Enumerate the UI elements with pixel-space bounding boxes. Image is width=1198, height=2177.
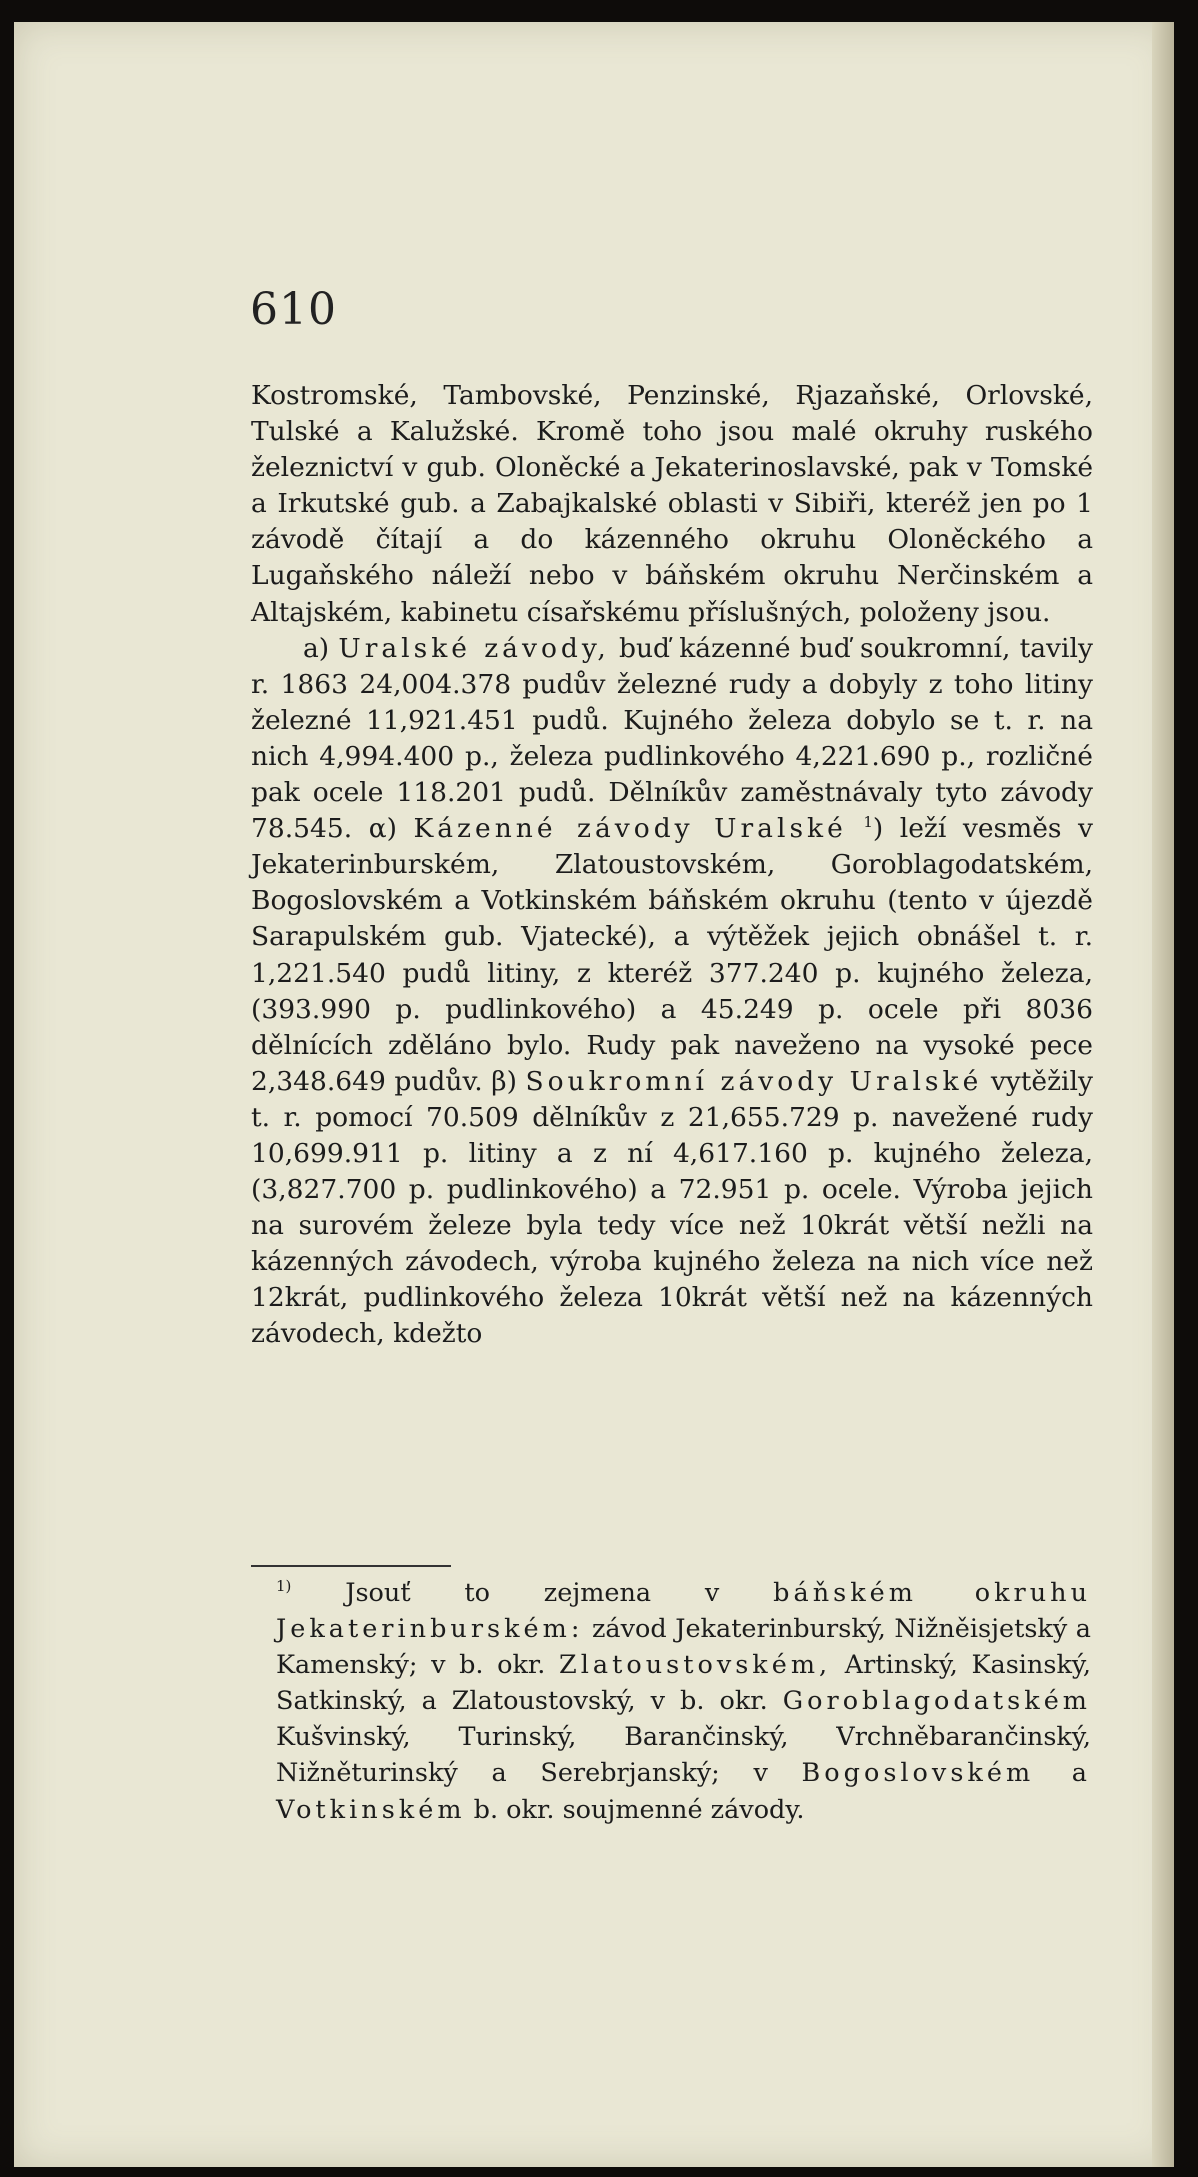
ural-paragraph: a) Uralské závody, buď kázenné buď soukromní, tavily r. 1863 24,004.378 pudův železné rudy a dobyly z toho litiny železné 11,921.451 pudů. Kujného železa dobylo se t. r. na nich 4,994.400 p., železa pudlinkového 4,221.690 p., rozličné pak ocele 118.201 pudů. Dělníkův zaměstnávaly tyto závody 78.545. α) Kázenné závody Uralské $^1$) leží vesměs v Jekaterinburském, Zlatoustovském, Goroblagodatském, Bogoslovském a Votkinském báňském okruhu (tento v újezdě Sarapulském gub. Vjatecké), a výtěžek jejich obnášel t. r. 1,221.540 pudů litiny, z kteréž 377.240 p. kujného železa, (393.990 p. pudlinkového) a 45.249 p. ocele při 8036 dělnících zděláno bylo. Rudy pak naveženo na vysoké pece 2,348.649 pudův. β) Soukromní závody Uralské vytěžily t. r. pomocí 70.509 dělníkův z 21,655.729 p. navežené rudy 10,699.911 p. litiny a z ní 4,617.160 p. kujného železa, (3,827.700 p. pudlinkového) a 72.951 p. ocele. Výroba jejich na surovém železe byla tedy více než 10krát větší nežli na kázenných závodech, výroba kujného železa na nich více než 12krát, pudlinkového železa 10krát větší než na kázenných závodech, kdežto xyxy=(251,632,1093,1350)
footnote-part-2: závod Jekaterinburský, Nižněisjetský a Kamenský; v b. okr. xyxy=(276,1614,1092,1681)
ural-text-1: buď kázenné buď soukromní, tavily r. 1863 24,004.378 pudův železné rudy a dobyly z toho litiny železné 11,921.451 pudů. Kujného železa dobylo se t. r. na nich 4,994.400 p., železa pudlinkového 4,221.690 p., rozličné pak ocele 118.201 pudů. Dělníkův zaměstnávaly tyto závody 78.545. xyxy=(251,632,1093,845)
book-spine-edge xyxy=(1152,22,1174,2167)
footnote-part-3: Artinský, Kasinský, Satkinský, a Zlatoustovský, v b. okr. xyxy=(276,1650,1092,1717)
intro-paragraph: Kostromské, Tambovské, Penzinské, Rjazaňské, Orlovské, Tulské a Kalužské. Kromě toho jsou malé okruhy ruského železnictví v gub. Oloněcké a Jekaterinoslavské, pak v Tomské a Irkutské gub. a Zabajkalské oblasti v Sibiři, kteréž jen po 1 závodě čítají a do kázenného okruhu Oloněckého a Lugaňského náleží nebo v báňském okruhu Nerčinském a Altajském, kabinetu císařskému příslušných, položeny jsou. xyxy=(251,380,1093,628)
beta-marker: β) xyxy=(491,1065,517,1097)
ural-title: Uralské závody, xyxy=(338,632,610,664)
footnote-okruh-1: báňském okruhu Jekaterinburském: xyxy=(276,1578,1092,1645)
footnote-okruh-4: Bogoslovském a Votkinském xyxy=(276,1758,1092,1825)
footnote-separator xyxy=(251,1565,451,1567)
ural-text-3: vytěžily t. r. pomocí 70.509 dělníkův z 21,655.729 p. navežené rudy 10,699.911 p. litiny a z ní 4,617.160 p. kujného železa, (3,827.700 p. pudlinkového) a 72.951 p. ocele. Výroba jejich na surovém železe byla tedy více než 10krát větší nežli na kázenných závodech, výroba kujného železa na nich více než 12krát, pudlinkového železa 10krát větší než na kázenných závodech, kdežto xyxy=(251,1065,1093,1350)
alpha-title: Kázenné závody Uralské xyxy=(413,813,847,845)
ural-marker: a) xyxy=(303,632,330,664)
footnote-part-4: Kušvinský, Turinský, Barančinský, Vrchněbarančinský, Nižněturinský a Serebrjanský; v xyxy=(276,1722,1091,1789)
footnote-1 xyxy=(276,1575,1091,1828)
footnote-marker: 1) xyxy=(276,1577,292,1595)
footnote-part-5: b. okr. soujmenné závody. xyxy=(473,1794,805,1825)
scanned-page xyxy=(14,22,1174,2167)
beta-title: Soukromní závody Uralské xyxy=(525,1065,983,1097)
ural-text-2: leží vesměs v Jekaterinburském, Zlatoustovském, Goroblagodatském, Bogoslovském a Votkinském báňském okruhu (tento v újezdě Sarapulském gub. Vjatecké), a výtěžek jejich obnášel t. r. 1,221.540 pudů litiny, z kteréž 377.240 p. kujného železa, (393.990 p. pudlinkového) a 45.249 p. ocele při 8036 dělnících zděláno bylo. Rudy pak naveženo na vysoké pece 2,348.649 pudův. xyxy=(251,813,1093,1097)
footnote-okruh-3: Goroblagodatském xyxy=(782,1686,1091,1717)
main-text xyxy=(251,378,1093,1353)
alpha-marker: α) xyxy=(368,813,397,845)
page-number: 610 xyxy=(250,284,337,335)
footnote-okruh-2: Zlatoustovském, xyxy=(559,1650,832,1681)
footnote-part-1: Jsouť to zejmena v xyxy=(345,1578,720,1608)
footnote-ref-1: 1 xyxy=(863,813,873,832)
